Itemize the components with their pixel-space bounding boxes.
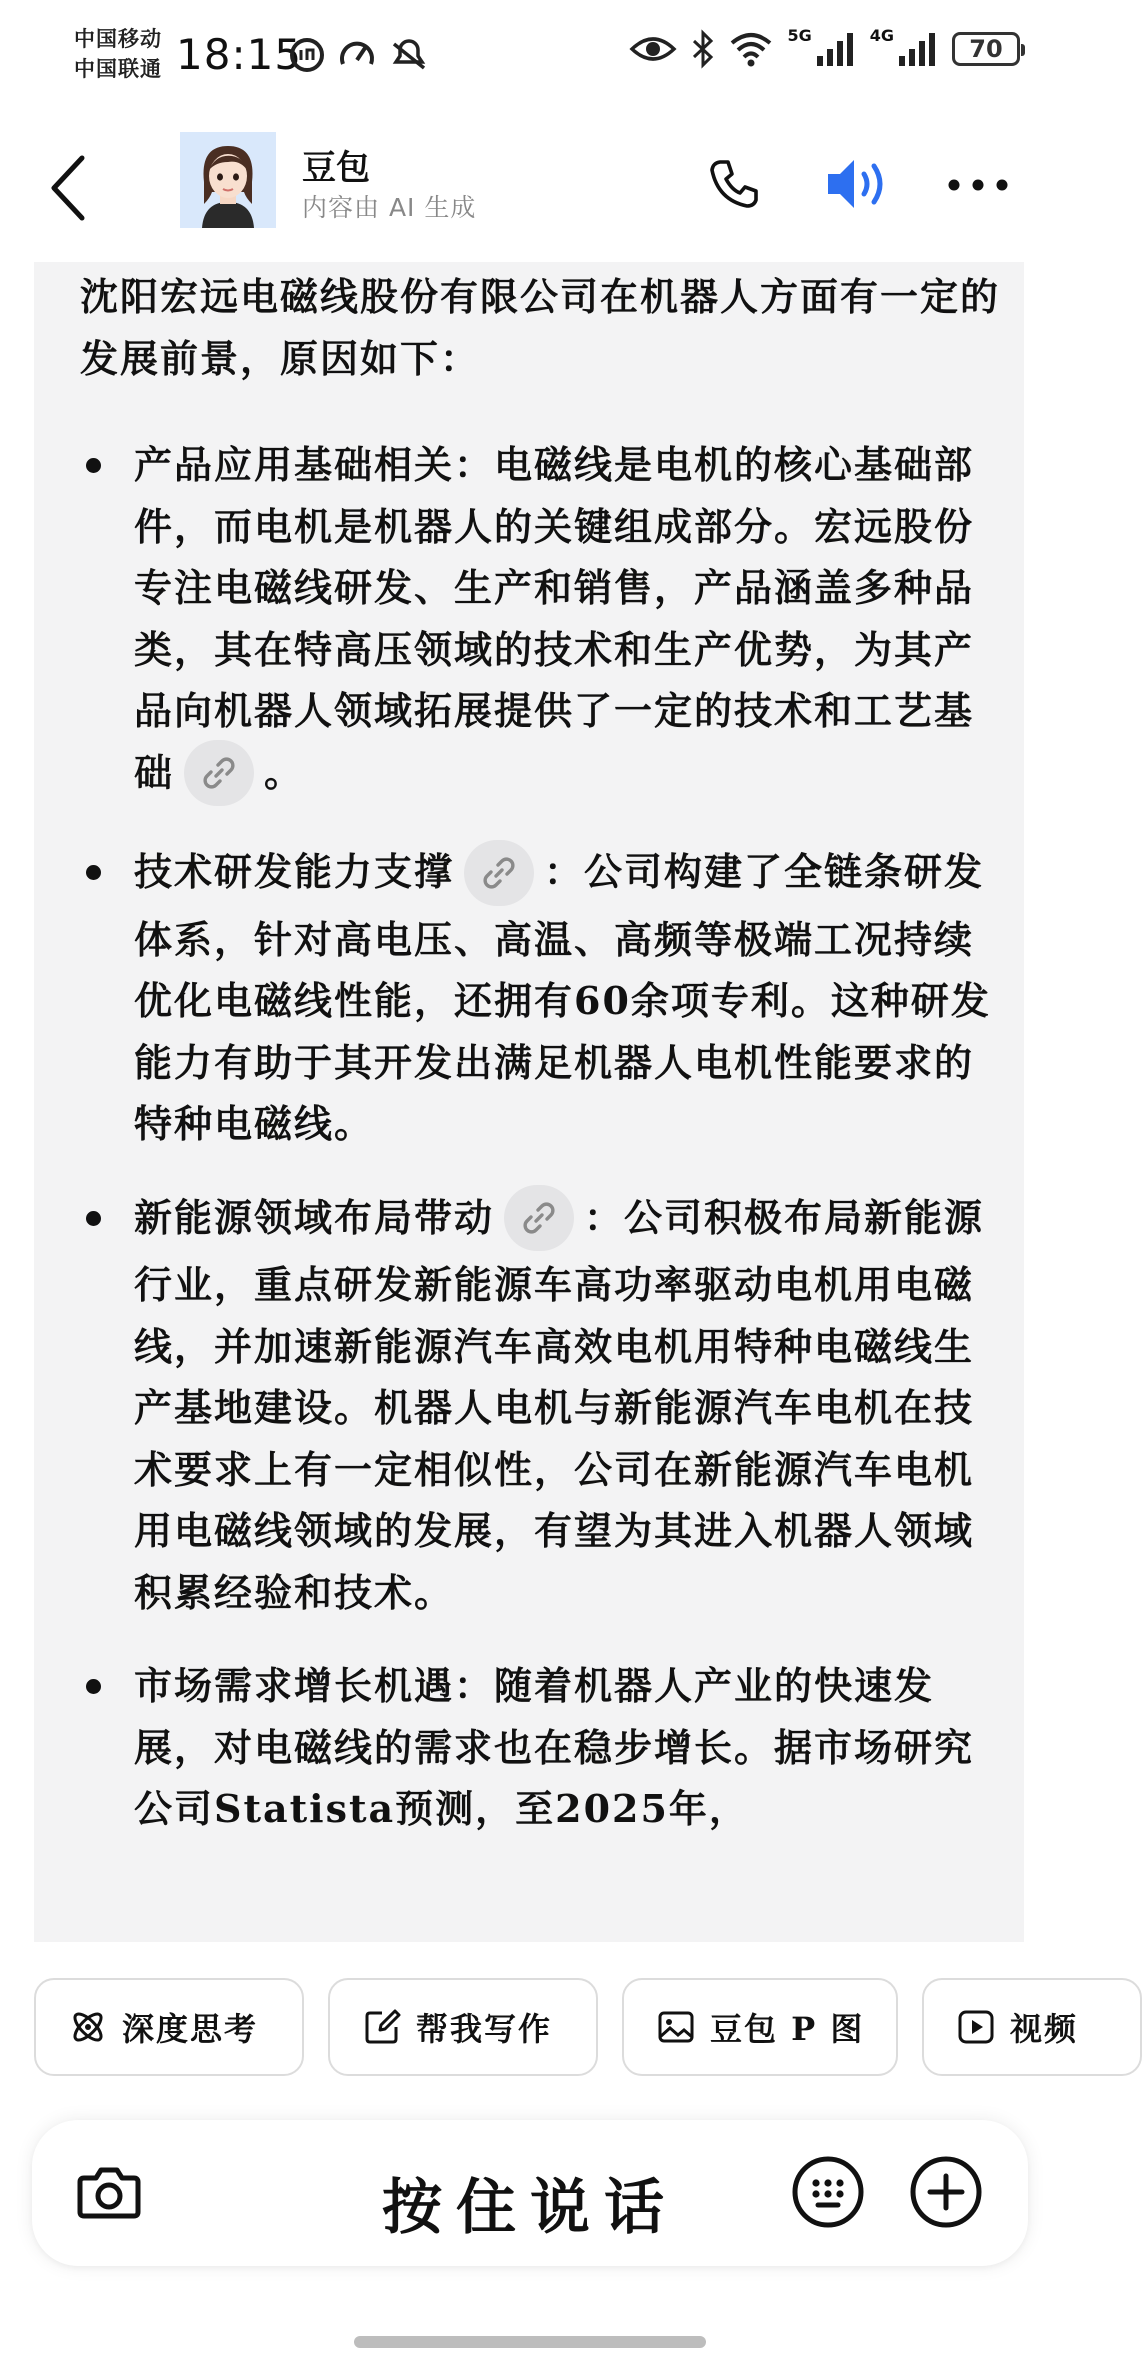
play-icon xyxy=(956,2007,996,2047)
more-options-icon[interactable] xyxy=(946,170,1010,200)
speedometer-icon xyxy=(338,36,376,74)
pen-square-icon xyxy=(362,2007,402,2047)
ai-message-bubble xyxy=(34,262,1024,1942)
ai-generated-notice: 内容由 AI 生成 xyxy=(302,193,477,222)
shortcut-chip-row xyxy=(0,1978,1079,2082)
speaker-on-icon[interactable] xyxy=(822,154,892,214)
carrier-info xyxy=(74,24,162,84)
status-notification-icons xyxy=(288,36,430,74)
video-chip[interactable] xyxy=(922,1978,1142,2076)
network-type-2: 4G xyxy=(869,25,894,45)
link-icon xyxy=(201,755,237,791)
link-icon xyxy=(521,1200,557,1236)
bullet-dot xyxy=(86,458,101,473)
phone-call-icon[interactable] xyxy=(706,156,762,212)
bullet-text: 技术研发能力支撑 xyxy=(134,849,455,894)
status-time: 18:15 xyxy=(176,30,303,79)
status-system-icons xyxy=(629,25,1020,68)
bullet-text: 市场需求增长机遇：随着机器人产业的快速发展，对电磁线的需求也在稳步增长。据市场研究公司Statista预测，至2025年， xyxy=(134,1663,975,1831)
write-chip[interactable] xyxy=(328,1978,598,2076)
back-arrow-icon[interactable] xyxy=(44,152,96,224)
plus-icon[interactable] xyxy=(908,2154,984,2230)
eye-comfort-icon xyxy=(629,33,677,65)
link-icon xyxy=(481,855,517,891)
input-bar xyxy=(32,2120,1028,2266)
carrier-1: 中国移动 xyxy=(74,27,162,51)
keyboard-icon[interactable] xyxy=(790,2154,866,2230)
home-indicator[interactable] xyxy=(354,2336,706,2348)
chip-label: 深度思考 xyxy=(122,2010,259,2048)
bot-name: 豆包 xyxy=(302,148,370,188)
chip-label: 豆包 P 图 xyxy=(710,2010,865,2048)
hold-to-talk-button[interactable]: 按住说话 xyxy=(382,2173,678,2243)
bullet-text: 新能源领域布局带动 xyxy=(134,1194,495,1240)
list-item xyxy=(80,1187,1010,1624)
reference-link-button[interactable] xyxy=(464,840,534,906)
chip-label: 帮我写作 xyxy=(416,2010,553,2048)
speed-badge-icon xyxy=(288,36,326,74)
bullet-text: 产品应用基础相关：电磁线是电机的核心基础部件，而电机是机器人的关键组成部分。宏远股份专注电磁线研发、生产和销售，产品涵盖多种品类，其在特高压领域的技术和生产优势，为其产品向机器人领域拓展提供了一定的技术和工艺基础 xyxy=(134,442,975,795)
image-edit-chip[interactable] xyxy=(622,1978,898,2076)
bluetooth-icon xyxy=(691,30,715,68)
bullet-text-tail: ：公司积极布局新能源行业，重点研发新能源车高功率驱动电机用电磁线，并加速新能源汽车高效电机用特种电磁线生产基地建设。机器人电机与新能源汽车电机在技术要求上有一定相似性，公司在新能源汽车电机用电磁线领域的发展，有望为其进入机器人领域积累经验和技术。 xyxy=(134,1194,985,1615)
atom-icon xyxy=(68,2007,108,2047)
list-item xyxy=(80,434,1010,809)
bullet-dot xyxy=(86,1679,101,1694)
camera-icon[interactable] xyxy=(72,2156,146,2230)
network-type-1: 5G xyxy=(787,25,812,45)
bullet-dot xyxy=(86,865,101,880)
bullet-dot xyxy=(86,1211,101,1226)
bot-avatar[interactable] xyxy=(180,132,276,228)
chat-header xyxy=(0,118,1060,258)
signal-strength-icon xyxy=(816,32,856,66)
deep-think-chip[interactable] xyxy=(34,1978,304,2076)
status-bar xyxy=(0,0,1060,118)
list-item xyxy=(80,1655,1010,1840)
avatar-portrait-icon xyxy=(180,132,276,228)
reference-link-button[interactable] xyxy=(184,740,254,806)
carrier-2: 中国联通 xyxy=(74,57,162,81)
silent-mode-icon xyxy=(388,36,430,74)
image-edit-icon xyxy=(656,2007,696,2047)
battery-indicator xyxy=(952,32,1020,66)
message-intro: 沈阳宏远电磁线股份有限公司在机器人方面有一定的发展前景，原因如下： xyxy=(80,274,1001,381)
message-bullet-list xyxy=(80,434,1010,1840)
chip-label: 视频 xyxy=(1010,2010,1079,2048)
battery-level: 70 xyxy=(969,35,1003,63)
bullet-text-tail: 。 xyxy=(264,749,305,795)
wifi-icon xyxy=(729,31,773,67)
bullet-text-tail: ：公司构建了全链条研发体系，针对高电压、高温、高频等极端工况持续优化电磁线性能，还拥有60余项专利。这种研发能力有助于其开发出满足机器人电机性能要求的特种电磁线。 xyxy=(134,849,991,1146)
signal-strength-icon xyxy=(898,32,938,66)
reference-link-button[interactable] xyxy=(504,1185,574,1251)
list-item xyxy=(80,841,1010,1155)
